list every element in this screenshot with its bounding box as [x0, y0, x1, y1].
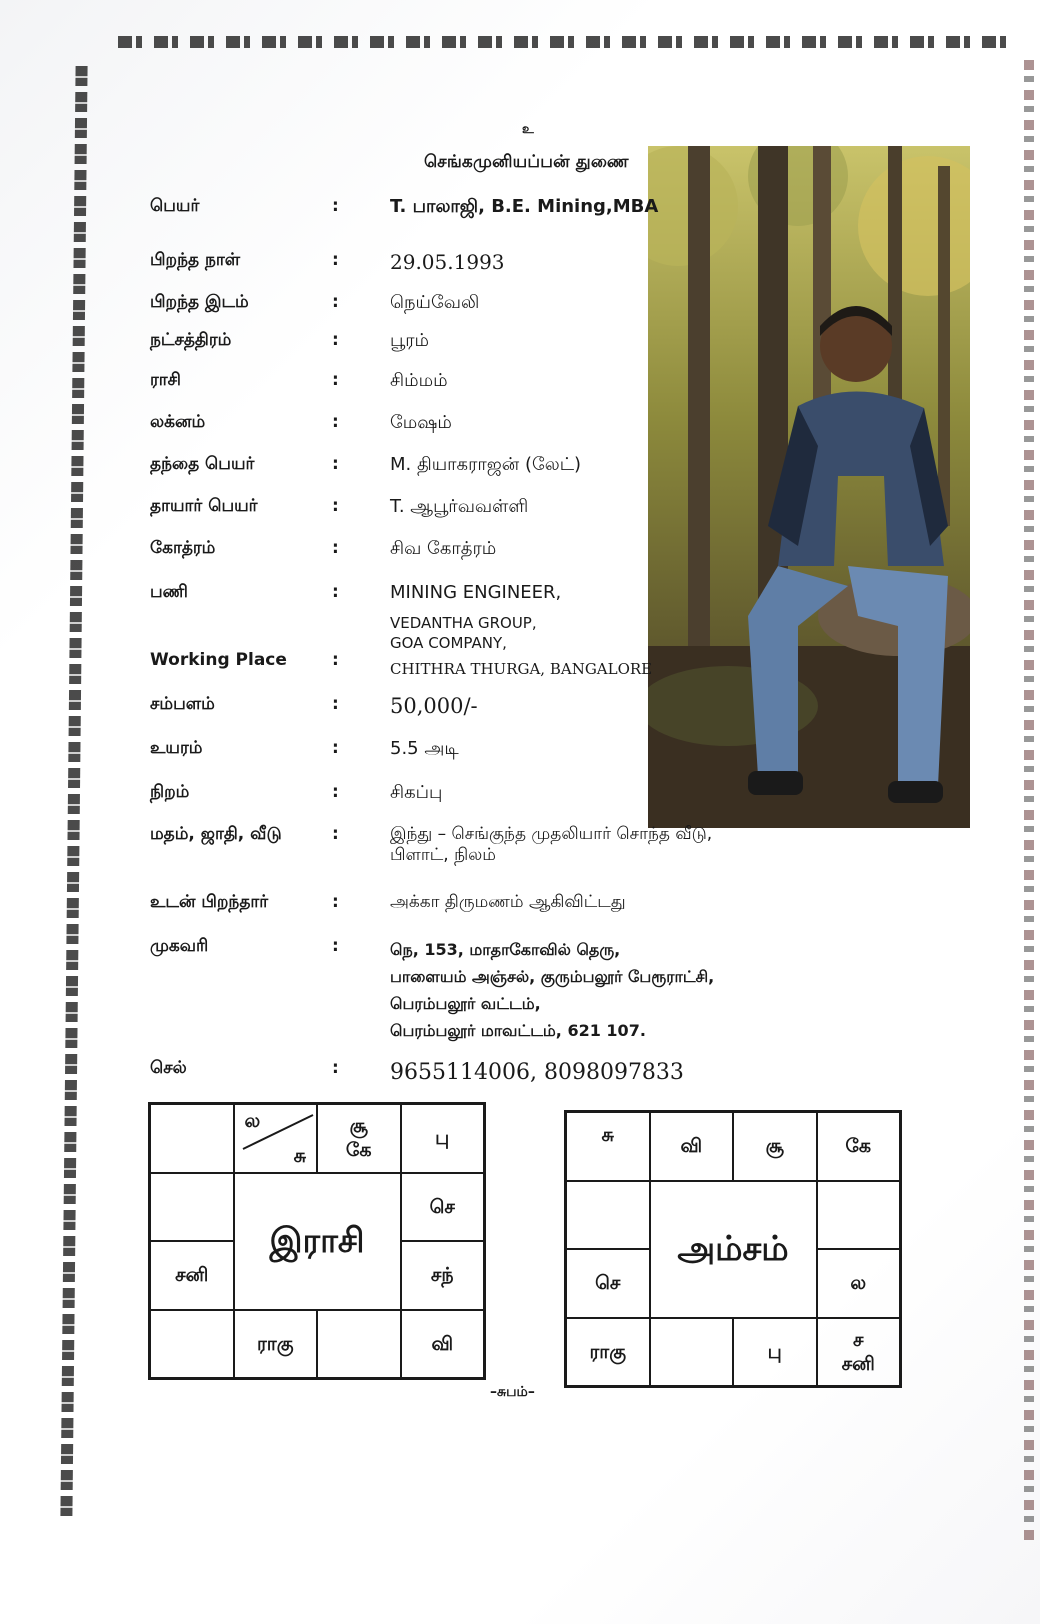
address-line: பெரம்பலூர் வட்டம்,	[390, 994, 541, 1013]
rasi-cell	[317, 1104, 401, 1173]
amsam-planet: கே	[845, 1135, 872, 1158]
header-symbol: உ	[522, 122, 534, 137]
field-value: M. தியாகராஜன் (லேட்)	[390, 454, 582, 475]
header-title: செங்கமுனியப்பன் துணை	[424, 152, 629, 172]
field-label: பிறந்த நாள்	[150, 250, 241, 270]
field-value: 29.05.1993	[390, 250, 505, 274]
amsam-planet: சூ	[765, 1135, 784, 1158]
rasi-planet: செ	[429, 1195, 455, 1218]
field-colon: :	[332, 250, 339, 270]
amsam-cell	[650, 1318, 734, 1387]
rasi-planet: சு	[293, 1144, 306, 1167]
rasi-planet: வி	[431, 1332, 454, 1355]
decorative-border-top	[118, 36, 1010, 48]
work-label: பணி	[150, 582, 188, 602]
amsam-cell	[566, 1112, 650, 1181]
religion-line: பிளாட், நிலம்	[390, 845, 496, 865]
amsam-center	[650, 1181, 817, 1318]
rasi-cell	[317, 1310, 401, 1379]
field-value: மேஷம்	[390, 412, 452, 433]
rasi-cell	[401, 1241, 485, 1310]
address-line: நெ, 153, மாதாகோவில் தெரு,	[390, 940, 621, 959]
rasi-planet: ல	[244, 1110, 261, 1132]
rasi-cell	[401, 1173, 485, 1242]
rasi-cell	[150, 1173, 234, 1242]
amsam-cell	[817, 1181, 901, 1250]
amsam-cell	[650, 1112, 734, 1181]
amsam-planet: ச	[852, 1328, 864, 1351]
field-label: கோத்ரம்	[150, 538, 216, 558]
rasi-planet: கே	[345, 1139, 372, 1162]
field-colon: :	[332, 496, 339, 516]
rasi-cell	[150, 1104, 234, 1173]
amsam-planet: வி	[680, 1135, 703, 1158]
rasi-planet: சனி	[175, 1264, 209, 1287]
field-colon: :	[332, 412, 339, 432]
working-place-value: CHITHRA THURGA, BANGALORE	[390, 660, 653, 678]
field-value: 50,000/-	[390, 694, 478, 718]
rasi-cell	[401, 1104, 485, 1173]
rasi-center	[234, 1173, 401, 1310]
field-label: ராசி	[150, 370, 181, 390]
address-line: பாளையம் அஞ்சல், குரும்பலூர் பேரூராட்சி,	[390, 967, 715, 986]
field-label: உயரம்	[150, 738, 203, 758]
siblings-value: அக்கா திருமணம் ஆகிவிட்டது	[390, 892, 626, 912]
field-colon: :	[332, 738, 339, 758]
field-colon: :	[332, 538, 339, 558]
field-label: தந்தை பெயர்	[150, 454, 255, 474]
work-group: VEDANTHA GROUP,	[390, 614, 537, 632]
address-value	[390, 936, 714, 1044]
siblings-label: உடன் பிறந்தார்	[150, 892, 269, 912]
field-value: 5.5 அடி	[390, 738, 459, 759]
working-place-label: Working Place	[150, 650, 287, 670]
rasi-planet: சந்	[430, 1264, 454, 1287]
decorative-border-left	[60, 66, 87, 1516]
field-label: பிறந்த இடம்	[150, 292, 249, 312]
field-colon: :	[332, 1058, 339, 1078]
amsam-planet: சனி	[841, 1352, 875, 1375]
address-label: முகவரி	[150, 936, 209, 956]
amsam-title: அம்சம்	[677, 1229, 789, 1269]
work-company: GOA COMPANY,	[390, 634, 507, 652]
religion-label: மதம், ஜாதி, வீடு	[150, 824, 282, 844]
religion-line: இந்து – செங்குந்த முதலியார் சொந்த வீடு,	[390, 824, 713, 844]
field-value: T. ஆபூர்வவள்ளி	[390, 496, 529, 517]
amsam-cell	[733, 1318, 817, 1387]
religion-value	[390, 824, 712, 866]
field-colon: :	[332, 936, 339, 956]
amsam-planet: பு	[767, 1340, 782, 1363]
rasi-cell	[234, 1310, 318, 1379]
photo-illustration	[648, 146, 970, 828]
field-colon: :	[332, 454, 339, 474]
amsam-cell	[817, 1318, 901, 1387]
field-colon: :	[332, 196, 339, 216]
amsam-cell	[566, 1318, 650, 1387]
amsam-cell	[817, 1249, 901, 1318]
amsam-cell	[817, 1112, 901, 1181]
rasi-chart	[148, 1102, 486, 1380]
decorative-border-right	[1024, 60, 1034, 1540]
amsam-planet: ராகு	[589, 1340, 626, 1363]
rasi-cell	[234, 1104, 318, 1173]
field-colon: :	[332, 782, 339, 802]
field-value: சிகப்பு	[390, 782, 443, 803]
field-label: லக்னம்	[150, 412, 206, 432]
field-colon: :	[332, 370, 339, 390]
amsam-planet: ல	[850, 1272, 867, 1295]
field-value: பூரம்	[390, 330, 430, 351]
address-line: பெரம்பலூர் மாவட்டம், 621 107.	[390, 1021, 646, 1040]
amsam-chart	[564, 1110, 902, 1388]
rasi-planet: சூ	[349, 1115, 368, 1138]
amsam-planet: செ	[595, 1272, 621, 1295]
field-colon: :	[332, 650, 339, 670]
field-colon: :	[332, 824, 339, 844]
rasi-cell	[401, 1310, 485, 1379]
field-value: சிம்மம்	[390, 370, 448, 391]
rasi-title: இராசி	[269, 1221, 365, 1261]
field-colon: :	[332, 292, 339, 312]
field-label: சம்பளம்	[150, 694, 215, 714]
field-label: பெயர்	[150, 196, 200, 216]
field-value: நெய்வேலி	[390, 292, 480, 313]
work-value: MINING ENGINEER,	[390, 582, 562, 603]
field-colon: :	[332, 892, 339, 912]
phone-label: செல்	[150, 1058, 187, 1078]
field-label: நட்சத்திரம்	[150, 330, 232, 350]
field-colon: :	[332, 330, 339, 350]
field-colon: :	[332, 582, 339, 602]
field-colon: :	[332, 694, 339, 714]
footer-subam: –சுபம்–	[490, 1384, 535, 1400]
field-value: T. பாலாஜி, B.E. Mining,MBA	[390, 196, 659, 217]
amsam-cell	[733, 1112, 817, 1181]
rasi-planet: ராகு	[256, 1332, 294, 1355]
phone-value: 9655114006, 8098097833	[390, 1060, 684, 1085]
rasi-cell	[150, 1310, 234, 1379]
amsam-cell	[566, 1181, 650, 1250]
rasi-cell	[150, 1241, 234, 1310]
field-label: நிறம்	[150, 782, 190, 802]
field-value: சிவ கோத்ரம்	[390, 538, 497, 559]
amsam-planet: சு	[601, 1124, 614, 1146]
rasi-planet: பு	[435, 1127, 450, 1150]
field-label: தாயார் பெயர்	[150, 496, 258, 516]
profile-photo	[648, 146, 970, 828]
amsam-cell	[566, 1249, 650, 1318]
